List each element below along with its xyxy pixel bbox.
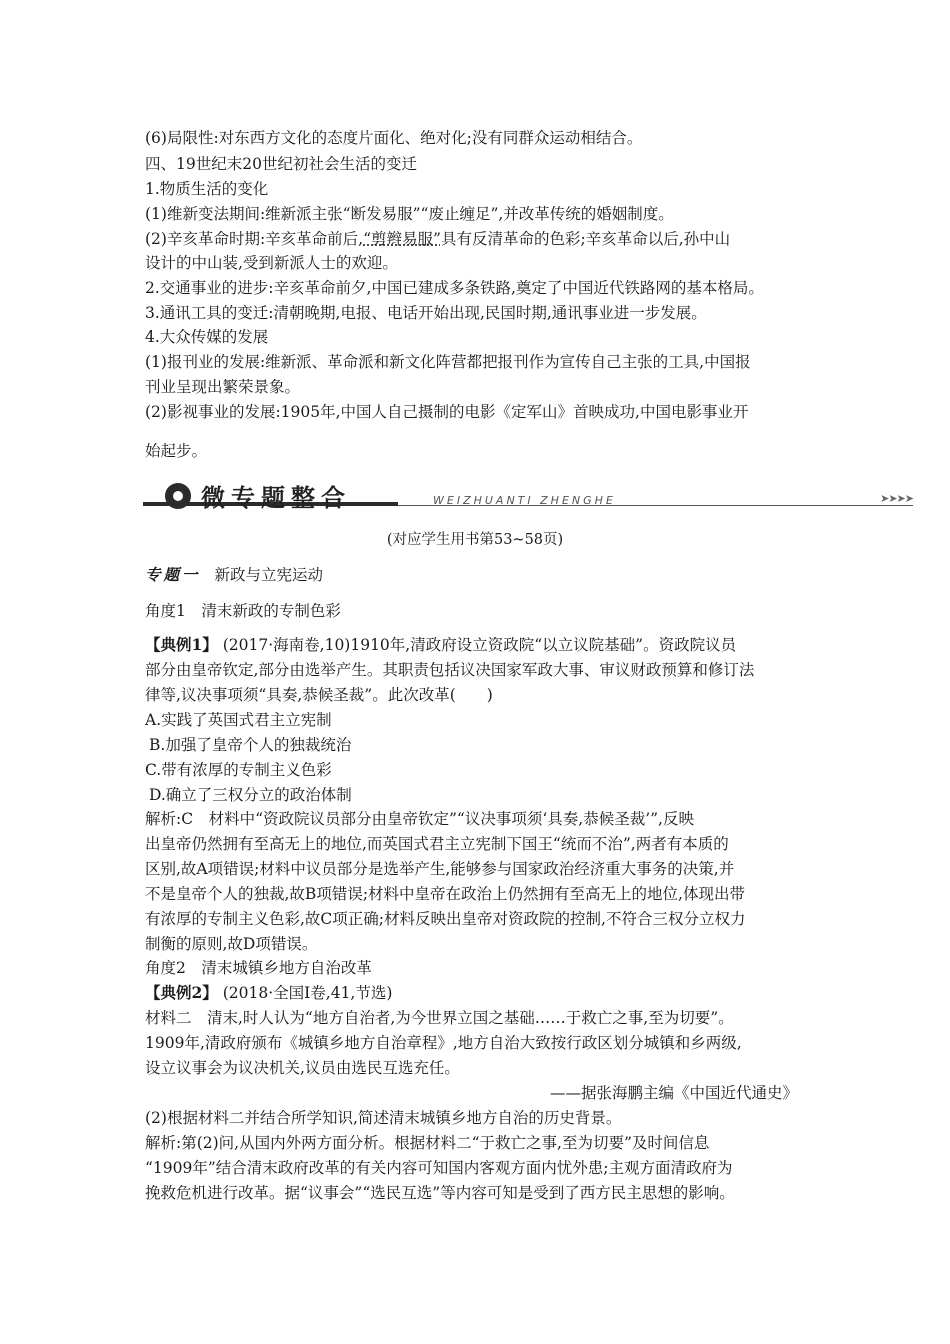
topic-title: 新政与立宪运动 xyxy=(214,566,324,584)
text-line: 区别,故A项错误;材料中议员部分是选举产生,能够参与国家政治经济重大事务的决策,并 xyxy=(145,860,735,878)
option-b: B.加强了皇帝个人的独裁统治 xyxy=(149,736,352,754)
text-line: 制衡的原则,故D项错误。 xyxy=(145,935,318,953)
text-line: 出皇帝仍然拥有至高无上的地位,而英国式君主立宪制下国王“统而不治”,两者有本质的 xyxy=(145,835,729,853)
question-text: (2)根据材料二并结合所学知识,简述清末城镇乡地方自治的历史背景。 xyxy=(145,1109,622,1127)
option-a: A.实践了英国式君主立宪制 xyxy=(145,711,332,729)
emphasized-term: “剪辫易服” xyxy=(363,230,441,248)
angle-heading: 角度2 清末城镇乡地方自治改革 xyxy=(145,959,372,977)
text-span: (2018·全国Ⅰ卷,41,节选) xyxy=(222,984,393,1002)
text-line: 材料二 清末,时人认为“地方自治者,为今世界立国之基础……于救亡之事,至为切要”。 xyxy=(145,1009,734,1027)
text-span: (2017·海南卷,10)1910年,清政府设立资政院“以立议院基础”。资政院议员 xyxy=(222,636,737,654)
text-line: 刊业呈现出繁荣景象。 xyxy=(145,378,301,396)
option-d: D.确立了三权分立的政治体制 xyxy=(149,786,352,804)
text-line: (6)局限性:对东西方文化的态度片面化、绝对化;没有同群众运动相结合。 xyxy=(145,129,643,147)
text-line: (2)影视事业的发展:1905年,中国人自己摄制的电影《定军山》首映成功,中国电影事业开 xyxy=(145,403,749,421)
text-line xyxy=(145,982,392,1004)
text-line: 有浓厚的专制主义色彩,故C项正确;材料反映出皇帝对资政院的控制,不符合三权分立权力 xyxy=(145,910,746,928)
banner-title: 微专题整合 xyxy=(201,484,351,512)
text-line: “1909年”结合清末政府改革的有关内容可知国内客观方面内忧外患;主观方面清政府为 xyxy=(145,1159,733,1177)
example-label: 【典例2】 xyxy=(145,983,218,1002)
text-line: 部分由皇帝钦定,部分由选举产生。其职责包括议决国家军政大事、审议财政预算和修订法 xyxy=(145,661,755,679)
text-line: 设计的中山装,受到新派人士的欢迎。 xyxy=(145,254,398,272)
example-label: 【典例1】 xyxy=(145,635,218,654)
text-span: (2)辛亥革命时期:辛亥革命前后, xyxy=(145,230,364,248)
subsection-heading: 1.物质生活的变化 xyxy=(145,180,269,198)
circle-icon xyxy=(165,483,191,509)
source-citation: ——据张海鹏主编《中国近代通史》 xyxy=(549,1084,798,1102)
subsection-heading: 4.大众传媒的发展 xyxy=(145,328,269,346)
text-line: 2.交通事业的进步:辛亥革命前夕,中国已建成多条铁路,奠定了中国近代铁路网的基本格局。 xyxy=(145,279,764,297)
text-line: 解析:第(2)问,从国内外两方面分析。根据材料二“于救亡之事,至为切要”及时间信息 xyxy=(145,1134,710,1152)
page-reference: (对应学生用书第53~58页) xyxy=(386,532,564,548)
text-line: (1)维新变法期间:维新派主张“断发易服”“废止缠足”,并改革传统的婚姻制度。 xyxy=(145,205,674,223)
option-c: C.带有浓厚的专制主义色彩 xyxy=(145,761,332,779)
section-heading: 四、19世纪末20世纪初社会生活的变迁 xyxy=(145,155,417,173)
text-span: 具有反清革命的色彩;辛亥革命以后,孙中山 xyxy=(440,230,731,248)
angle-heading: 角度1 清末新政的专制色彩 xyxy=(145,602,341,620)
text-line xyxy=(145,634,736,656)
topic-heading xyxy=(145,563,323,585)
text-line: 挽救危机进行改革。据“议事会”“选民互选”等内容可知是受到了西方民主思想的影响。 xyxy=(145,1184,735,1202)
text-line xyxy=(145,228,730,250)
text-line: 始起步。 xyxy=(145,442,208,460)
topic-tag: 专题一 xyxy=(145,565,201,584)
text-line: 解析:C 材料中“资政院议员部分由皇帝钦定”“议决事项须‘具奏,恭候圣裁’”,反映 xyxy=(145,810,694,828)
text-line: 设立议事会为议决机关,议员由选民互选充任。 xyxy=(145,1059,460,1077)
banner-subtitle: WEIZHUANTI ZHENGHE xyxy=(433,494,616,507)
text-line: 3.通讯工具的变迁:清朝晚期,电报、电话开始出现,民国时期,通讯事业进一步发展。 xyxy=(145,304,707,322)
text-line: 1909年,清政府颁布《城镇乡地方自治章程》,地方自治大致按行政区划分城镇和乡两级, xyxy=(145,1034,742,1052)
text-line: 律等,议决事项须“具奏,恭候圣裁”。此次改革( ) xyxy=(145,686,493,704)
section-banner xyxy=(143,478,913,518)
text-line: 不是皇帝个人的独裁,故B项错误;材料中皇帝在政治上仍然拥有至高无上的地位,体现出带 xyxy=(145,885,745,903)
text-line: (1)报刊业的发展:维新派、革命派和新文化阵营都把报刊作为宣传自己主张的工具,中国报 xyxy=(145,353,751,371)
arrows-icon: ➤➤➤➤ xyxy=(880,492,913,505)
